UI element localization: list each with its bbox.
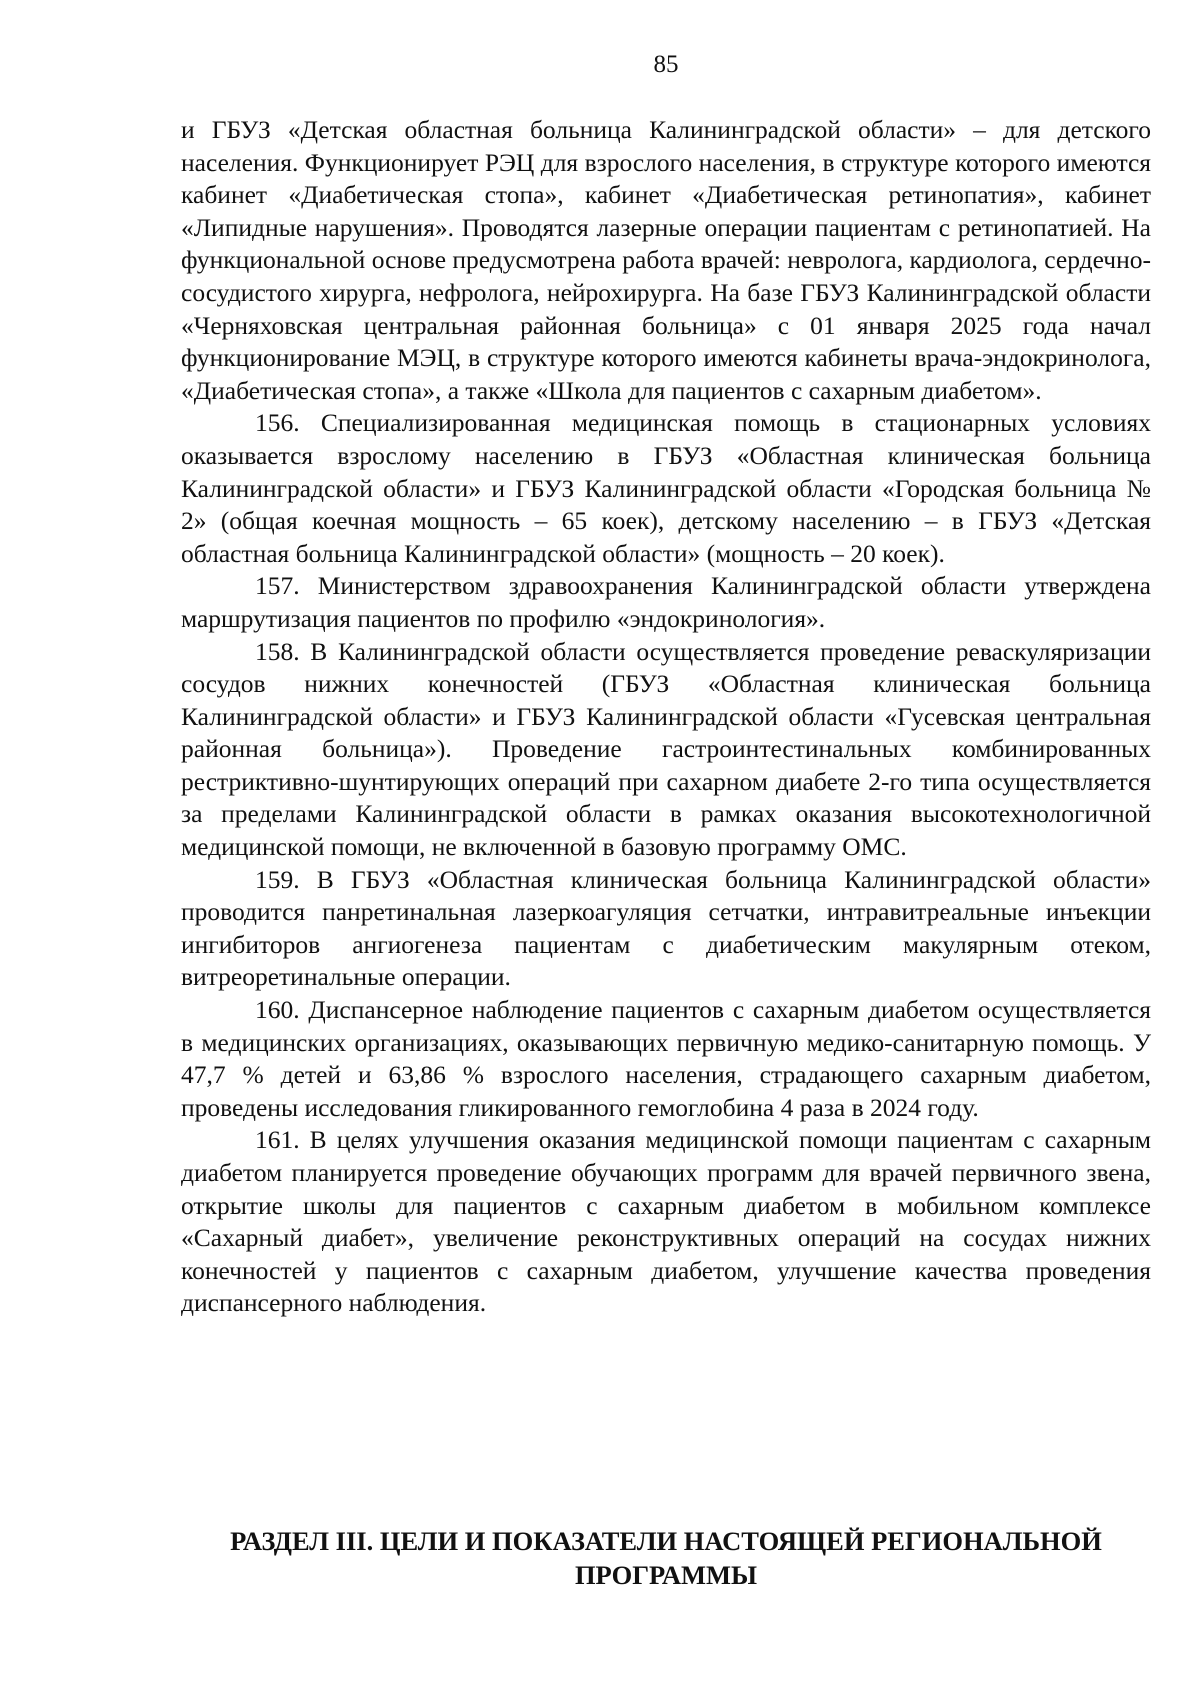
paragraph-159: 159. В ГБУЗ «Областная клиническая больница Калининградской области» проводится панретинальная лазеркоагуляция сетчатки, интравитреальные инъекции ингибиторов ангиогенеза пациентам с диабетическим макулярным отеком, витреоретинальные операции. [181, 864, 1151, 992]
paragraph-158: 158. В Калининградской области осуществляется проведение реваскуляризации сосудов нижних конечностей (ГБУЗ «Областная клиническая больница Калининградской области» и ГБУЗ Калининградской области «Гусевская центральная районная больница»). Проведение гастроинтестинальных комбинированных рестриктивно-шунтирующих операций при сахарном диабете 2-го типа осуществляется за пределами Калининградской области в рамках оказания высокотехнологичной медицинской помощи, не включенной в базовую программу ОМС. [181, 636, 1151, 862]
page-number: 85 [653, 51, 679, 78]
paragraph-161: 161. В целях улучшения оказания медицинской помощи пациентам с сахарным диабетом планируется проведение обучающих программ для врачей первичного звена, открытие школы для пациентов с сахарным диабетом в мобильном комплексе «Сахарный диабет», увеличение реконструктивных операций на сосудах нижних конечностей у пациентов с сахарным диабетом, улучшение качества проведения диспансерного наблюдения. [181, 1125, 1151, 1318]
paragraph-157: 157. Министерством здравоохранения Калининградской области утверждена маршрутизация пациентов по профилю «эндокринология». [181, 571, 1151, 633]
paragraph-160: 160. Диспансерное наблюдение пациентов с сахарным диабетом осуществляется в медицинских организациях, оказывающих первичную медико-санитарную помощь. У 47,7 % детей и 63,86 % взрослого населения, страдающего сахарным диабетом, проведены исследования гликированного гемоглобина 4 раза в 2024 году. [181, 995, 1151, 1122]
paragraph-156: 156. Специализированная медицинская помощь в стационарных условиях оказывается взрослому населению в ГБУЗ «Областная клиническая больница Калининградской области» и ГБУЗ Калининградской области «Городская больница № 2» (общая коечная мощность – 65 коек), детскому населению – в ГБУЗ «Детская областная больница Калининградской области» (мощность – 20 коек). [181, 408, 1151, 568]
section-heading: РАЗДЕЛ III. ЦЕЛИ И ПОКАЗАТЕЛИ НАСТОЯЩЕЙ РЕГИОНАЛЬНОЙ ПРОГРАММЫ [230, 1526, 1102, 1590]
document-body [181, 114, 1151, 1320]
paragraph-intro: и ГБУЗ «Детская областная больница Калининградской области» – для детского населения. Функционирует РЭЦ для взрослого населения, в структуре которого имеются кабинет «Диабетическая стопа», кабинет «Диабетическая ретинопатия», кабинет «Липидные нарушения». Проводятся лазерные операции пациентам с ретинопатией. На функциональной основе предусмотрена работа врачей: невролога, кардиолога, сердечно-сосудистого хирурга, нефролога, нейрохирурга. На базе ГБУЗ Калининградской области «Черняховская центральная районная больница» с 01 января 2025 года начал функционирование МЭЦ, в структуре которого имеются кабинеты врача-эндокринолога, «Диабетическая стопа», а также «Школа для пациентов с сахарным диабетом». [181, 115, 1151, 405]
